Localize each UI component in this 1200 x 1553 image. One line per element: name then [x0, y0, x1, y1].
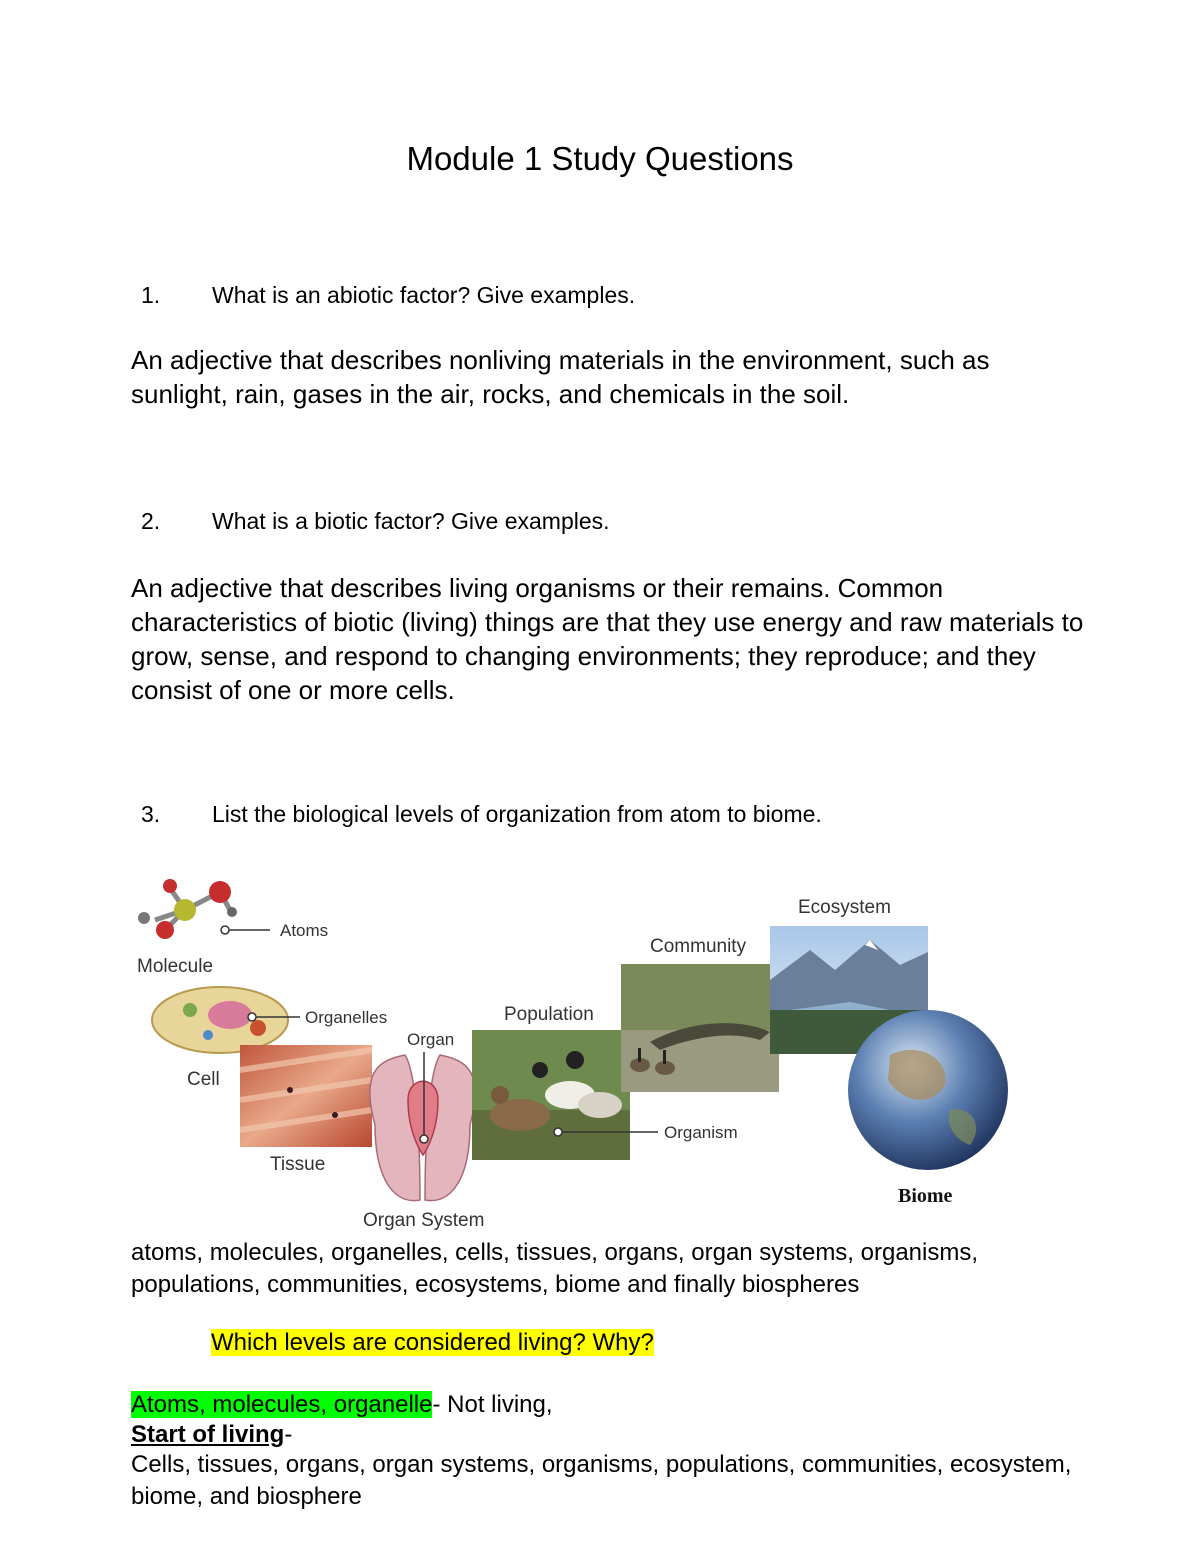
living-list: Cells, tissues, organs, organ systems, organisms, populations, communities, ecosystem, biome, and biosphere — [131, 1451, 1072, 1510]
sub-question-text: Which levels are considered living? Why? — [211, 1329, 654, 1356]
question-2-number: 2. — [141, 508, 161, 534]
label-molecule: Molecule — [137, 956, 214, 977]
question-2-text: What is a biotic factor? Give examples. — [212, 508, 610, 534]
label-atoms: Atoms — [280, 921, 329, 940]
label-organ-system: Organ System — [363, 1210, 485, 1231]
community-image — [621, 964, 779, 1092]
tissue-image — [240, 1045, 372, 1147]
question-1 — [141, 282, 635, 309]
answer-3: atoms, molecules, organelles, cells, tissues, organs, organ systems, organisms, populations, communities, ecosystems, biome and finally biospheres — [131, 1239, 979, 1298]
question-2 — [141, 508, 610, 535]
not-living-line — [131, 1389, 1091, 1421]
label-cell: Cell — [187, 1069, 220, 1090]
label-organelles: Organelles — [305, 1008, 388, 1027]
question-1-number: 1. — [141, 282, 161, 308]
label-community: Community — [650, 936, 747, 957]
levels-of-organization-figure — [130, 870, 1030, 1240]
label-ecosystem: Ecosystem — [798, 897, 891, 918]
start-of-living-line — [131, 1419, 1091, 1451]
question-1-text: What is an abiotic factor? Give examples. — [212, 282, 636, 308]
cell-image — [152, 987, 300, 1053]
label-population: Population — [504, 1004, 594, 1025]
label-organism: Organism — [664, 1123, 738, 1142]
sub-question — [211, 1327, 1171, 1359]
not-living-rest: - Not living, — [432, 1391, 553, 1418]
start-of-living-dash: - — [284, 1421, 293, 1448]
question-3-number: 3. — [141, 801, 161, 827]
answer-2: An adjective that describes living organisms or their remains. Common characteristics of biotic (living) things are that they use energy and raw materials to grow, sense, and respond to changing environments; they reproduce; and they consist of one or more cells. — [131, 573, 1084, 705]
not-living-highlight: Atoms, molecules, organelle — [131, 1391, 433, 1418]
molecule-image — [138, 879, 270, 939]
label-organ: Organ — [407, 1030, 455, 1049]
start-of-living-label: Start of living — [131, 1421, 285, 1448]
page-title: Module 1 Study Questions — [406, 140, 794, 177]
answer-1: An adjective that describes nonliving materials in the environment, such as sunlight, rain, gases in the air, rocks, and chemicals in the soil. — [131, 345, 990, 409]
biome-image — [848, 1010, 1008, 1170]
organ-system-image — [370, 1052, 475, 1201]
question-3-text: List the biological levels of organization from atom to biome. — [212, 801, 822, 827]
label-biome: Biome — [898, 1185, 953, 1207]
question-3 — [141, 801, 822, 828]
label-tissue: Tissue — [270, 1154, 326, 1175]
